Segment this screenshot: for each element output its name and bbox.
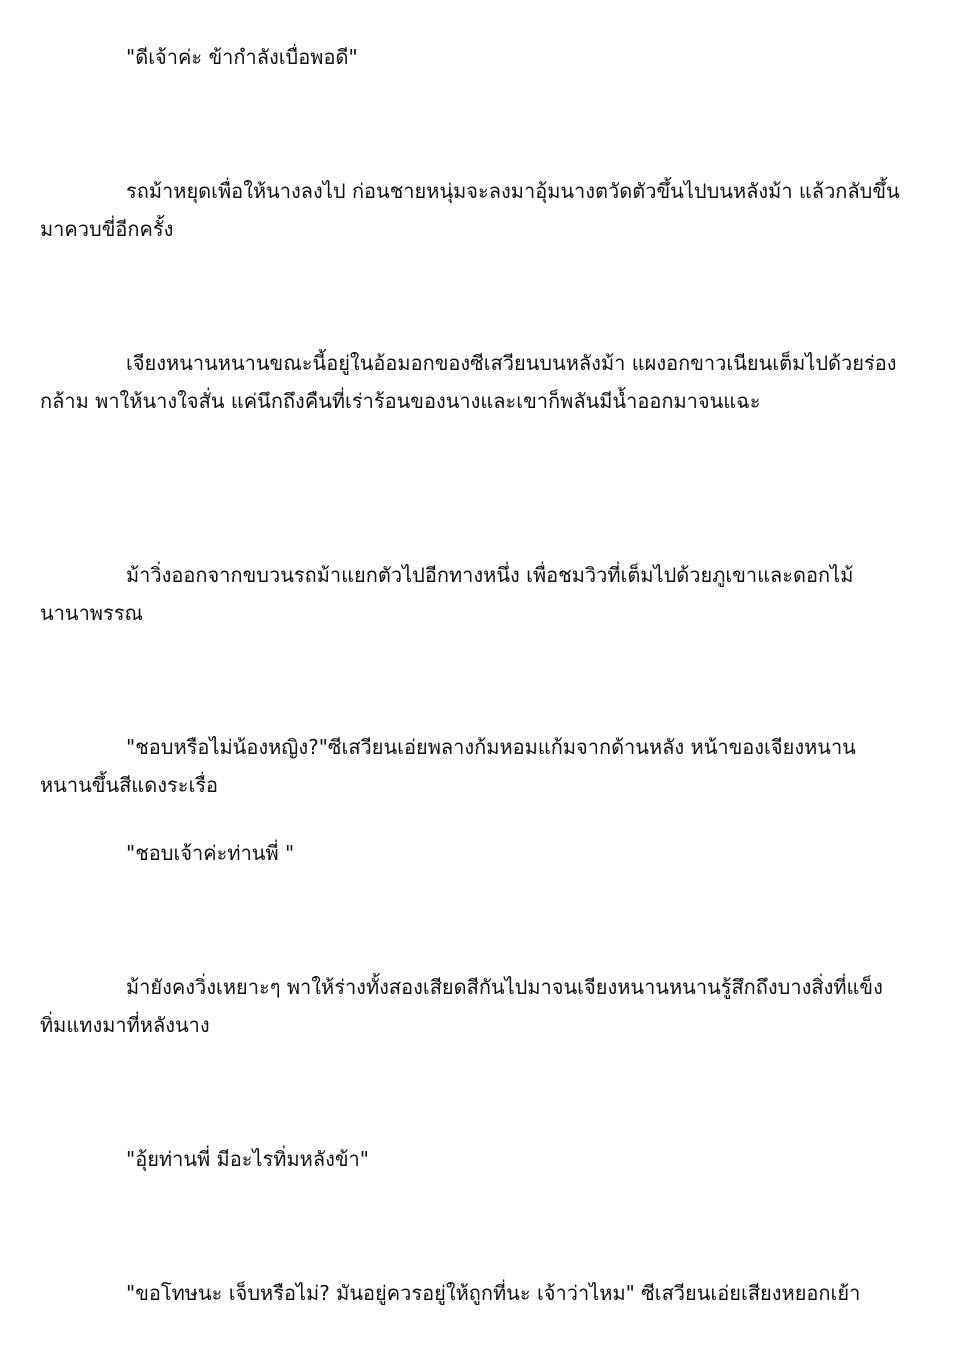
paragraph-4: ม้าวิ่งออกจากขบวนรถม้าแยกตัวไปอีกทางหนึ่ง เพื่อชมวิวที่เต็มไปด้วยภูเขาและดอกไม้นานาพรรณ bbox=[40, 563, 854, 625]
paragraph-2: รถม้าหยุดเพื่อให้นางลงไป ก่อนชายหนุ่มจะลงมาอุ้มนางตวัดตัวขึ้นไปบนหลังม้า แล้วกลับขึ้นมาควบขี่อีกครั้ง bbox=[40, 179, 900, 241]
paragraph-1: "ดีเจ้าค่ะ ข้ากำลังเบื่อพอดี" bbox=[126, 45, 358, 69]
paragraph-6: "ชอบเจ้าค่ะท่านพี่ " bbox=[126, 841, 295, 865]
paragraph-8: "อุ้ยท่านพี่ มีอะไรทิ่มหลังข้า" bbox=[126, 1147, 369, 1171]
paragraph-7: ม้ายังคงวิ่งเหยาะๆ พาให้ร่างทั้งสองเสียดสีกันไปมาจนเจียงหนานหนานรู้สึกถึงบางสิ่งที่แข็งทิ่มแทงมาที่หลังนาง bbox=[40, 975, 883, 1037]
paragraph-3: เจียงหนานหนานขณะนี้อยู่ในอ้อมอกของซีเสวียนบนหลังม้า แผงอกขาวเนียนเต็มไปด้วยร่องกล้าม พาให้นางใจสั่น แค่นึกถึงคืนที่เร่าร้อนของนางและเขาก็พลันมีน้ำออกมาจนแฉะ bbox=[40, 351, 897, 413]
paragraph-9: "ขอโทษนะ เจ็บหรือไม่? มันอยู่ควรอยู่ให้ถูกที่นะ เจ้าว่าไหม" ซีเสวียนเอ่ยเสียงหยอกเย้า bbox=[126, 1281, 861, 1305]
paragraph-5: "ชอบหรือไม่น้องหญิง?"ซีเสวียนเอ่ยพลางก้มหอมแก้มจากด้านหลัง หน้าของเจียงหนานหนานขึ้นสีแดงระเรื่อ bbox=[40, 735, 856, 797]
